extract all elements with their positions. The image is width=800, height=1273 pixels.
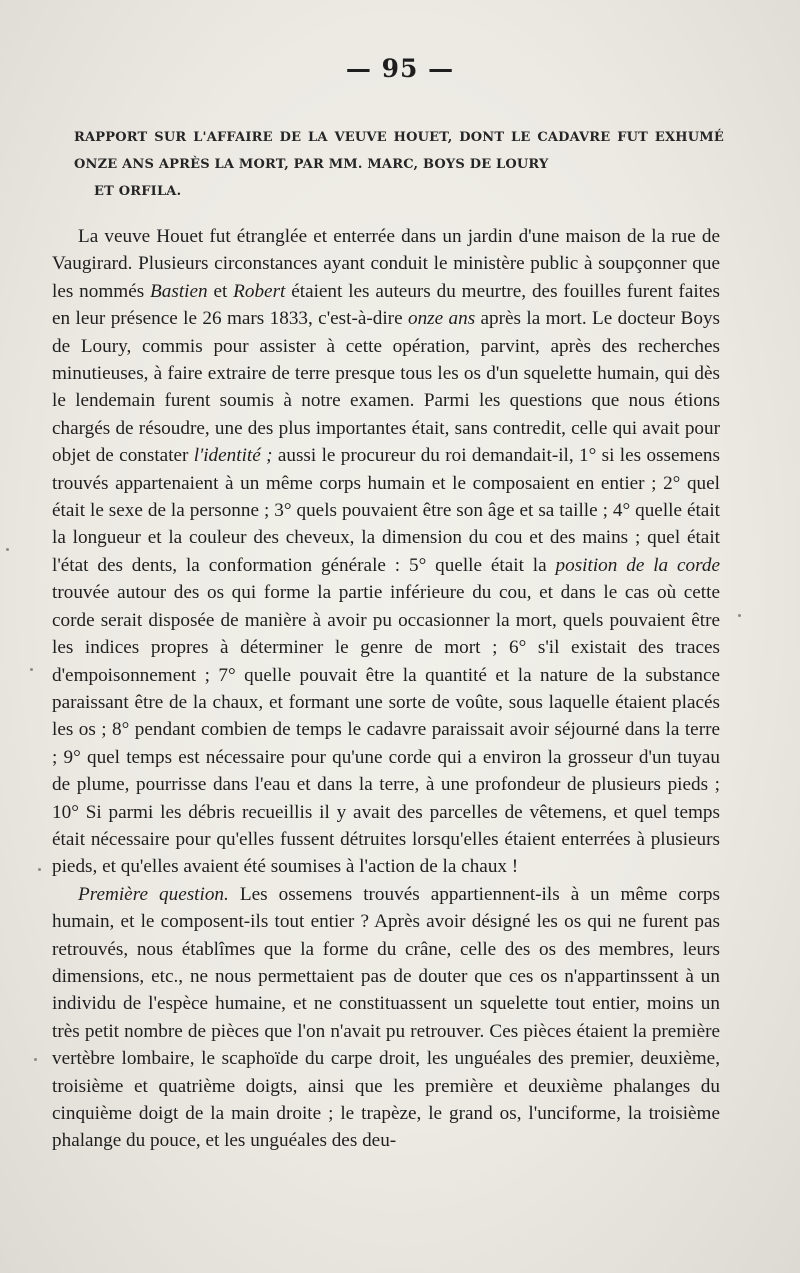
italic-name-bastien: Bastien — [150, 280, 208, 302]
paper-speck — [738, 614, 741, 617]
text-run: après la mort. Le docteur Boys de Loury, commis pour assister à cette opération, parvint, après des recherches minutieuses, à faire extraire de terre presque tous les os d'un squelette humain, qui dès le lendemain furent soumis à notre examen. Parmi les questions que nous étions chargés de résoudre, une des plus importantes était, sans contredit, celle qui avait pour objet de constater — [52, 308, 721, 467]
heading-line-1: RAPPORT SUR L'AFFAIRE DE LA VEUVE HOUET, DONT LE CADAVRE FUT EXHUMÉ ONZE ANS APRÈS LA MORT, PAR MM. MARC, BOYS DE LOURY — [74, 130, 724, 172]
text-run: aussi le procureur du roi demandait-il, 1° si les ossemens trouvés appartenaient à un même corps humain et le composaient en entier ; 2° quel était le sexe de la personne ; 3° quels pouvaient être son âge et sa taille ; 4° quelle était la longueur et la couleur des cheveux, la dimension du cou et des mains ; quel était l'état des dents, la conformation générale : 5° quelle était la — [52, 445, 720, 576]
paper-speck — [34, 1058, 37, 1061]
italic-position-corde: position de la corde — [555, 554, 720, 576]
page-number: — 95 — — [345, 54, 455, 83]
italic-name-robert: Robert — [233, 280, 286, 302]
paper-speck — [30, 668, 33, 671]
section-heading — [74, 124, 724, 205]
heading-line-2: ET ORFILA. — [94, 184, 182, 199]
text-run: Les ossemens trouvés appartiennent-ils à un même corps humain, et le composent-ils tout entier ? Après avoir désigné les os qui ne furent pas retrouvés, nous établîmes que la forme du crâne, celle des os des membres, leurs dimensions, etc., ne nous permettaient pas de douter que ces os n'appartinssent à un individu de l'espèce humaine, et ne constituassent un squelette tout entier, moins un très petit nombre de pièces que l'on n'avait pu retrouver. Ces pièces étaient la première vertèbre lombaire, le scaphoïde du carpe droit, les unguéales des premier, deuxième, troisième et quatrième doigts, ainsi que les première et deuxième phalanges du cinquième doigt de la main droite ; le trapèze, le grand os, l'unciforme, la troisième phalange du pouce, et les unguéales des deu- — [52, 883, 720, 1152]
first-question-label: Première question. — [78, 883, 229, 905]
text-run: étaient les auteurs du meurtre, des fouilles furent faites en leur présence le 26 mars 1833, c'est-à-dire — [52, 280, 720, 330]
body-text — [52, 223, 720, 1155]
paragraph-intro — [52, 223, 720, 881]
paragraph-first-question — [52, 881, 720, 1155]
italic-identite: l'identité ; — [193, 445, 273, 467]
paper-speck — [38, 868, 41, 871]
paper-speck — [6, 548, 9, 551]
text-run: et — [207, 280, 234, 302]
text-run: La veuve Houet fut étranglée et enterrée dans un jardin d'une maison de la rue de Vaugirard. Plusieurs circonstances ayant conduit le ministère public à soupçonner que les nommés — [52, 226, 720, 302]
text-run: trouvée autour des os qui forme la partie inférieure du cou, et dans le cas où cette corde serait disposée de manière à avoir pu occasionner la mort, quels pouvaient être les indices propres à déterminer le genre de mort ; 6° s'il existait des traces d'empoisonnement ; 7° quelle pouvait être la quantité et la nature de la substance paraissant être de la chaux, et formant une sorte de voûte, sous laquelle étaient placés les os ; 8° pendant combien de temps le cadavre paraissait avoir séjourné dans la terre ; 9° quel temps est nécessaire pour qu'une corde qui a environ la grosseur d'un tuyau de plume, pourrisse dans l'eau et dans la terre, à une profondeur de plusieurs pieds ; 10° Si parmi les débris recueillis il y avait des parcelles de vêtemens, et quel temps était nécessaire pour qu'elles fussent détruites lorsqu'elles étaient enterrées à plusieurs pieds, et qu'elles avaient été soumises à l'action de la chaux ! — [52, 582, 720, 878]
italic-onze-ans: onze ans — [407, 308, 476, 330]
